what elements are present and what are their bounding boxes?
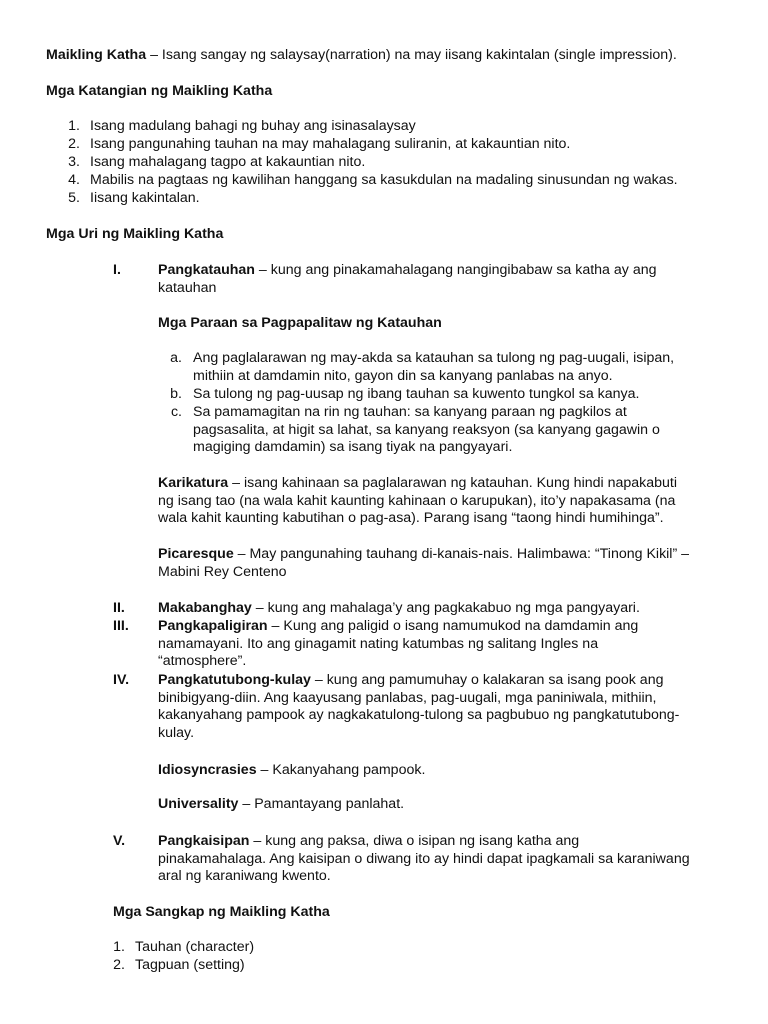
idiosyncrasies-paragraph: Idiosyncrasies – Kakanyahang pampook. [158,762,426,778]
definition-term: Maikling Katha [46,47,147,63]
document-page: Maikling Katha – Isang sangay ng salaysay(narration) na may iisang kakintalan (single impression). Mga Katangian ng Maikling Katha 1. Isang madulang bahagi ng buhay ang isinasalaysay 2. Isang pangunahing tauhan na may mahalagang suliranin, at kakauntian nito. 3. Isang mahalagang tagpo at kakauntian nito. 4. Mabilis na pagtaas ng kawilihan hanggang sa kasukdulan na madaling sinusundan ng wakas. 5. Iisang kakintalan. Mga Uri ng Maikling Katha I. Pangkatauhan – kung ang pinakamahalagang nangingibabaw sa katha ay ang katauhan Mga Paraan sa Pagpapalitaw ng Katauhan a. Ang paglalarawan ng may-akda sa katauhan sa tulong ng pag-uugali, isipan, mithiin at damdamin nito, gayon din sa kanyang panlabas na anyo. b. Sa tulong ng pag-uusap ng ibang tauhan sa kuwento tungkol sa kanya. c. Sa pamamagitan na rin ng tauhan: sa kanyang paraan ng pagkilos at pagsasalita, at higit sa lahat, sa kanyang reaksyon (sa kanyang gagawin o magiging damdamin) sa isang tiyak na pangyayari. Karikatura – isang kahinaan sa paglalarawan ng katauhan. Kung hindi napakabuti ng isang tao (na wala kahit kaunting kahinaan o karupukan), ito’y napakasama (na wala kahit kaunting kabutihan o pag-asa). Parang isang “taong hindi humihinga”. Picaresque – May pangunahing tauhang di-kanais-nais. Halimbawa: “Tinong Kikil” – Mabini Rey Centeno II. Makabanghay – kung ang mahalaga’y ang pagkakabuo ng mga pangyayari. III. Pangkapaligiran – Kung ang paligid o isang namumukod na damdamin ang namamayani. Ito ang ginagamit nating katumbas ng salitang Ingles na “atmosphere”. IV. Pangkatutubong-kulay – kung ang pamumuhay o kalakaran sa isang pook ang binibigyang-diin. Ang kaayusang panlabas, pag-uugali, mga paniniwala, mithiin, kakanyahang pampook ay nagkakatulong-tulong sa pagbubuo ng pangkatutubong- kulay. Idiosyncrasies – Kakanyahang pampook. Universality – Pamantayang panlahat. V. Pangkaisipan – kung ang paksa, diwa o isipan ng isang katha ang pinakamahalaga. Ang kaisipan o diwang ito ay hindi dapat ipagkamali sa karaniwang aral ng karaniwang kwento. Mga Sangkap ng Maikling Katha 1. Tauhan (character) 2. Tagpuan (setting) [46,47,690,973]
karikatura-paragraph: Karikatura – isang kahinaan sa paglalarawan ng katauhan. Kung hindi napakabuti ng isang tao (na wala kahit kaunting kahinaan o karupukan), ito’y napakasama (na wala kahit kaunting kabutihan o pag-asa). Parang isang “taong hindi humihinga”. [158,475,678,527]
roman-numeral: II. [113,600,125,616]
roman-numeral: IV. [113,672,130,688]
roman-numeral: III. [113,618,129,634]
makabanghay-entry: Makabanghay – kung ang mahalaga’y ang pagkakabuo ng mga pangyayari. [158,600,640,616]
roman-numeral: V. [113,833,126,849]
pangkatutubong-entry: Pangkatutubong-kulay – kung ang pamumuhay o kalakaran sa isang pook ang binibigyang-diin. Ang kaayusang panlabas, pag-uugali, mga paniniwala, mithiin, kakanyahang pampook ay nagkakatulong-tulong sa pagbubuo ng pangkatutubong- kulay. [158,672,680,741]
universality-paragraph: Universality – Pamantayang panlahat. [158,796,405,812]
paraan-heading: Mga Paraan sa Pagpapalitaw ng Katauhan [158,315,442,331]
definition-line [46,47,677,65]
pangkaisipan-entry: Pangkaisipan – kung ang paksa, diwa o isipan ng isang katha ang pinakamahalaga. Ang kaisipan o diwang ito ay hindi dapat ipagkamali sa karaniwang aral ng karaniwang kwento. [158,833,690,885]
elements-heading: Mga Sangkap ng Maikling Katha [113,904,330,920]
pangkatauhan-entry: Pangkatauhan – kung ang pinakamahalagang nangingibabaw sa katha ay ang katauhan [158,262,657,296]
characteristics-heading: Mga Katangian ng Maikling Katha [46,83,273,99]
pangkapaligiran-entry: Pangkapaligiran – Kung ang paligid o isang namumukod na damdamin ang namamayani. Ito ang ginagamit nating katumbas ng salitang Ingles na “atmosphere”. [158,618,639,670]
roman-numeral: I. [113,262,121,278]
picaresque-paragraph: Picaresque – May pangunahing tauhang di-kanais-nais. Halimbawa: “Tinong Kikil” – Mabini Rey Centeno [158,546,690,580]
types-heading: Mga Uri ng Maikling Katha [46,226,224,242]
definition-text: – Isang sangay ng salaysay(narration) na may iisang kakintalan (single impression). [146,47,677,63]
